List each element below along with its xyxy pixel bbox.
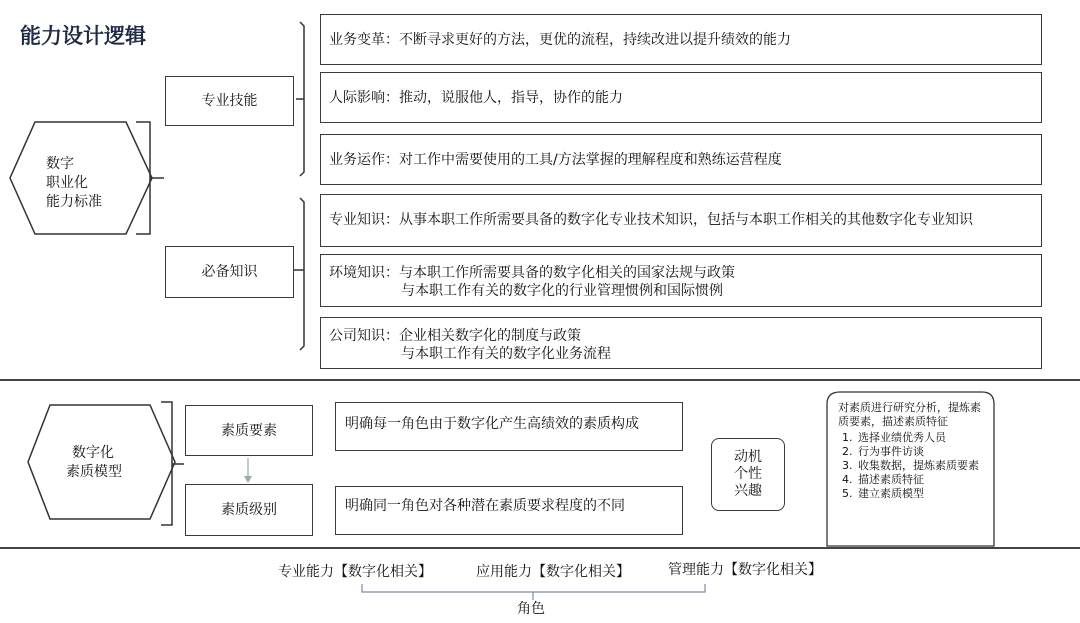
ability-professional: 专业能力【数字化相关】 bbox=[278, 564, 432, 580]
quality-levels-desc: 明确同一角色对各种潜在素质要求程度的不同 bbox=[335, 486, 683, 535]
list-item: 5. 建立素质模型 bbox=[856, 487, 988, 501]
ability-application: 应用能力【数字化相关】 bbox=[476, 564, 630, 580]
competency-standard-label: 数字 职业化 能力标准 bbox=[46, 156, 102, 210]
category-professional-skills: 专业技能 bbox=[165, 76, 294, 126]
list-item: 3. 收集数据，提炼素质要素 bbox=[856, 459, 988, 473]
ability-management: 管理能力【数字化相关】 bbox=[668, 562, 822, 578]
section-divider bbox=[0, 547, 1080, 549]
quality-analysis-note: 对素质进行研究分析，提炼素质要素，描述素质特征 1. 选择业绩优秀人员 2. 行为事件访谈 3. 收集数据，提炼素质要素 4. 描述素质特征 5. 建立素质模型 bbox=[838, 401, 988, 501]
knowledge-bracket bbox=[294, 198, 304, 350]
knowledge-item: 环境知识：与本职工作所需要具备的数字化相关的国家法规与政策 与本职工作有关的数字化的行业管理惯例和国际惯例 bbox=[320, 254, 1042, 307]
traits-box: 动机 个性 兴趣 bbox=[711, 438, 785, 511]
quality-elements-box: 素质要素 bbox=[185, 405, 313, 456]
knowledge-item: 公司知识：企业相关数字化的制度与政策 与本职工作有关的数字化业务流程 bbox=[320, 317, 1042, 369]
quality-levels-box: 素质级别 bbox=[185, 484, 313, 536]
list-item: 4. 描述素质特征 bbox=[856, 473, 988, 487]
list-item: 1. 选择业绩优秀人员 bbox=[856, 431, 988, 445]
analysis-steps bbox=[838, 431, 988, 501]
page-title: 能力设计逻辑 bbox=[20, 24, 146, 48]
category-required-knowledge: 必备知识 bbox=[165, 246, 294, 298]
role-label: 角色 bbox=[517, 601, 545, 617]
skill-item: 业务变革：不断寻求更好的方法，更优的流程，持续改进以提升绩效的能力 bbox=[320, 14, 1042, 65]
skill-item: 人际影响：推动，说服他人，指导，协作的能力 bbox=[320, 72, 1042, 123]
skill-item: 业务运作：对工作中需要使用的工具/方法掌握的理解程度和熟练运营程度 bbox=[320, 134, 1042, 185]
skills-bracket bbox=[296, 22, 304, 176]
list-item: 2. 行为事件访谈 bbox=[856, 445, 988, 459]
quality-model-label: 数字化 素质模型 bbox=[66, 445, 122, 480]
knowledge-item: 专业知识：从事本职工作所需要具备的数字化专业技术知识，包括与本职工作相关的其他数字化专业知识 bbox=[320, 194, 1042, 247]
section-divider bbox=[0, 379, 1080, 381]
quality-elements-desc: 明确每一角色由于数字化产生高绩效的素质构成 bbox=[335, 402, 683, 451]
